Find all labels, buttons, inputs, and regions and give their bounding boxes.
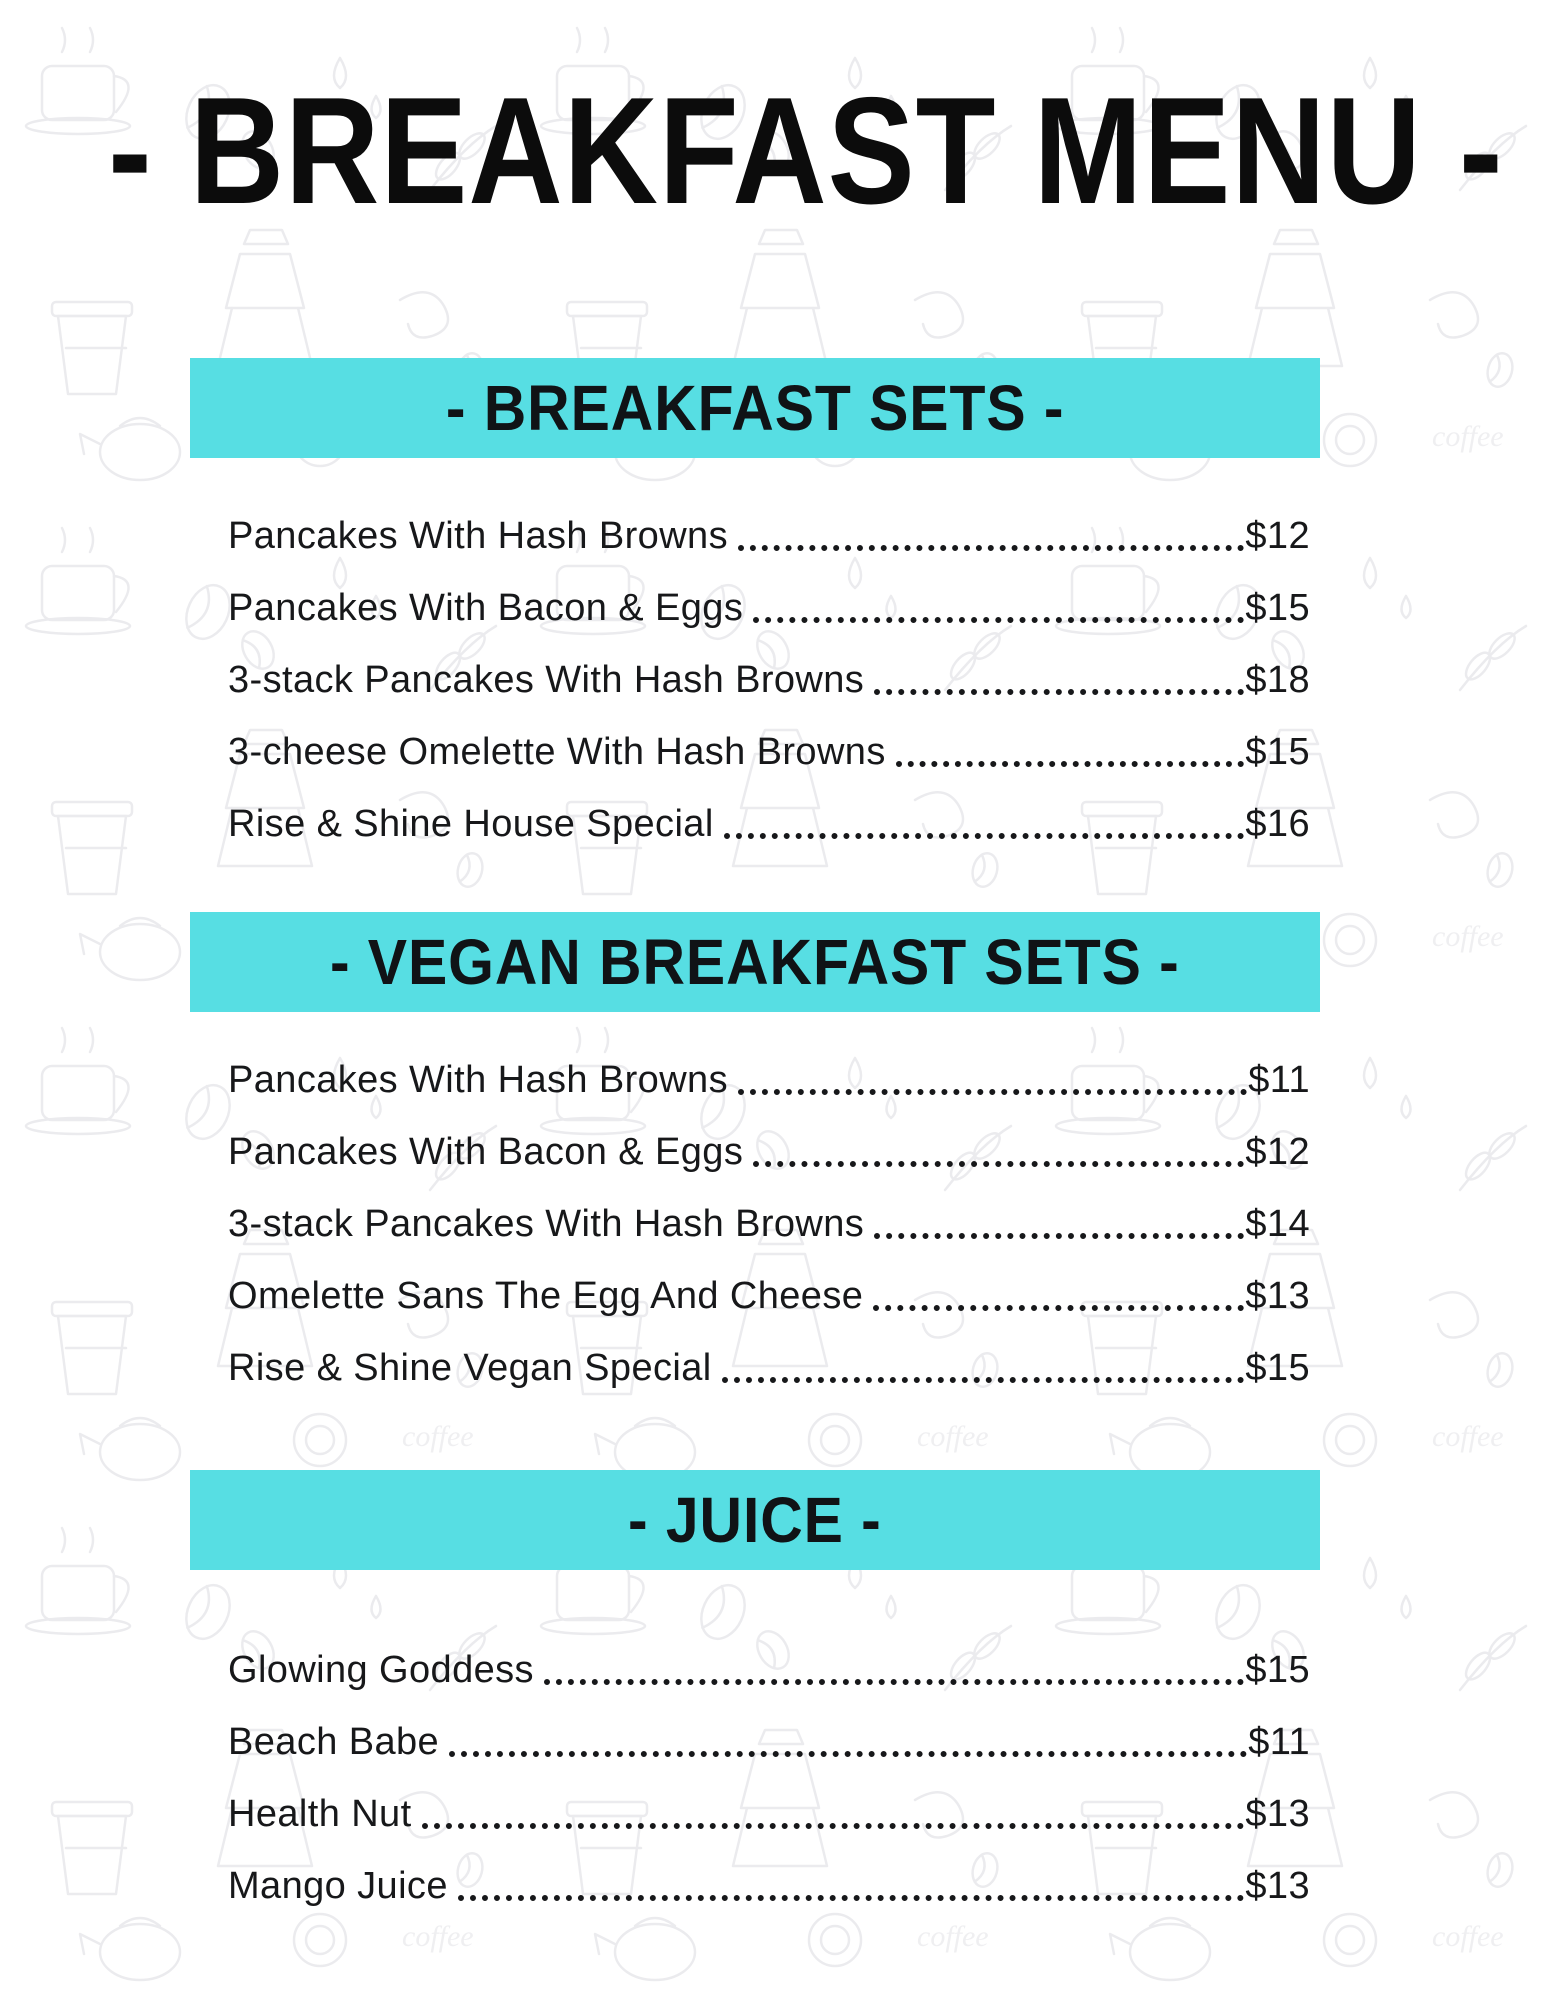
dotted-leader: [722, 1353, 1245, 1383]
item-price: $14: [1245, 1202, 1310, 1245]
menu-item-row: [228, 1332, 1310, 1404]
menu-item-row: [228, 1044, 1310, 1116]
section-items-vegan-breakfast-sets: [228, 1044, 1310, 1404]
section-header-label: - JUICE -: [628, 1484, 882, 1556]
menu-item-row: [228, 1850, 1310, 1922]
item-name: Rise & Shine House Special: [228, 802, 714, 845]
dotted-leader: [753, 1137, 1244, 1167]
item-name: Omelette Sans The Egg And Cheese: [228, 1274, 864, 1317]
item-name: Mango Juice: [228, 1864, 448, 1907]
page-title: - BREAKFAST MENU -: [108, 66, 1504, 236]
item-price: $18: [1245, 658, 1310, 701]
item-name: 3-cheese Omelette With Hash Browns: [228, 730, 886, 773]
item-name: 3-stack Pancakes With Hash Browns: [228, 658, 865, 701]
item-name: Pancakes With Hash Browns: [228, 514, 728, 557]
menu-item-row: [228, 1706, 1310, 1778]
section-header-label: - VEGAN BREAKFAST SETS -: [330, 926, 1180, 998]
item-price: $15: [1245, 1648, 1310, 1691]
item-price: $12: [1245, 1130, 1310, 1173]
dotted-leader: [874, 665, 1244, 695]
menu-item-row: [228, 1634, 1310, 1706]
item-name: Glowing Goddess: [228, 1648, 534, 1691]
menu-item-row: [228, 644, 1310, 716]
dotted-leader: [422, 1799, 1245, 1829]
section-header-label: - BREAKFAST SETS -: [445, 372, 1065, 444]
menu-item-row: [228, 1260, 1310, 1332]
section-header-breakfast-sets: [190, 358, 1320, 458]
menu-item-row: [228, 572, 1310, 644]
item-price: $15: [1245, 1346, 1310, 1389]
menu-item-row: [228, 716, 1310, 788]
dotted-leader: [458, 1871, 1245, 1901]
item-price: $12: [1245, 514, 1310, 557]
item-name: Beach Babe: [228, 1720, 440, 1763]
item-price: $16: [1245, 802, 1310, 845]
item-name: Rise & Shine Vegan Special: [228, 1346, 712, 1389]
item-price: $15: [1245, 730, 1310, 773]
dotted-leader: [738, 521, 1244, 551]
dotted-leader: [896, 737, 1245, 767]
section-header-juice: [190, 1470, 1320, 1570]
item-price: $15: [1245, 586, 1310, 629]
section-header-vegan-breakfast-sets: [190, 912, 1320, 1012]
dotted-leader: [449, 1727, 1247, 1757]
dotted-leader: [753, 593, 1244, 623]
item-price: $11: [1248, 1720, 1310, 1763]
dotted-leader: [874, 1209, 1244, 1239]
section-items-breakfast-sets: [228, 500, 1310, 860]
dotted-leader: [724, 809, 1245, 839]
item-price: $11: [1248, 1058, 1310, 1101]
item-name: Health Nut: [228, 1792, 412, 1835]
menu-item-row: [228, 1188, 1310, 1260]
item-name: 3-stack Pancakes With Hash Browns: [228, 1202, 865, 1245]
item-price: $13: [1245, 1792, 1310, 1835]
menu-item-row: [228, 1778, 1310, 1850]
item-price: $13: [1245, 1274, 1310, 1317]
item-name: Pancakes With Bacon & Eggs: [228, 1130, 744, 1173]
dotted-leader: [873, 1281, 1244, 1311]
item-name: Pancakes With Hash Browns: [228, 1058, 728, 1101]
item-price: $13: [1245, 1864, 1310, 1907]
item-name: Pancakes With Bacon & Eggs: [228, 586, 744, 629]
dotted-leader: [738, 1065, 1247, 1095]
menu-item-row: [228, 1116, 1310, 1188]
dotted-leader: [544, 1655, 1244, 1685]
section-items-juice: [228, 1634, 1310, 1922]
menu-item-row: [228, 500, 1310, 572]
menu-item-row: [228, 788, 1310, 860]
